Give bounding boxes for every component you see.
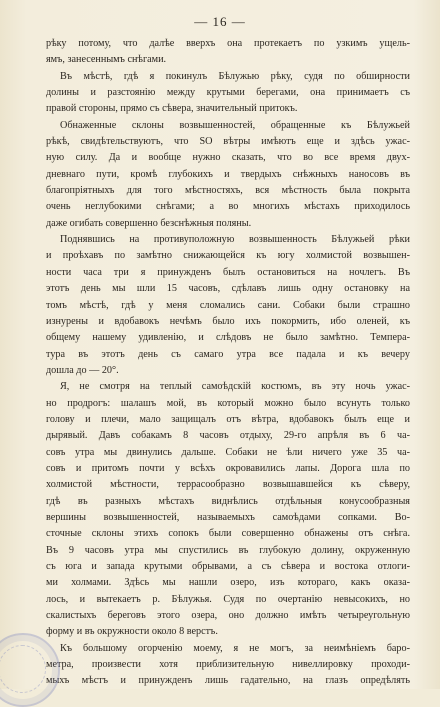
text-line: дошла до — 20°. <box>46 364 119 376</box>
text-line: лось, и вытекаетъ р. Бѣлужья. Судя по очертанію невысокихъ, но <box>46 593 410 605</box>
text-line: ямъ, занесеннымъ снѣгами. <box>46 54 167 66</box>
text-line: томъ мѣстѣ, гдѣ у меня сломались сани. Собаки были страшно <box>46 299 410 311</box>
text-line: долины и разстоянію между крутыми берегами, она принимаетъ съ <box>46 87 410 99</box>
text-line: рѣкѣ, свидѣтельствуютъ, что SO вѣтры имѣютъ еще и здѣсь ужас- <box>46 136 410 148</box>
text-line: Въ 9 часовъ утра мы спустились въ глубокую долину, окруженную <box>46 544 410 556</box>
text-line: тура въ этотъ день съ самаго утра все падала и къ вечеру <box>46 348 410 360</box>
text-line: съ юга и запада крутыми обрывами, а съ сѣвера и востока отлоги- <box>46 561 410 572</box>
text-line: ную силу. Да и вообще нужно сказать, что во все время двух- <box>46 152 410 164</box>
body-text <box>46 36 410 690</box>
text-line: рѣку потому, что далѣе вверхъ она протекаетъ по узкимъ ущель- <box>46 38 410 49</box>
text-line: холмистой мѣстности, террасообразно возвышавшейся къ сѣверу, <box>46 479 410 491</box>
text-line: изнурены и вдобавокъ нечѣмъ было ихъ покормить, ибо оленей, къ <box>46 315 410 327</box>
text-line: вершины возвышенностей, называемыхъ самоѣдами сопками. Во- <box>46 511 410 523</box>
text-line: скалистыхъ береговъ этого озера, оно должно имѣть четыреугольную <box>46 610 410 622</box>
text-line: метра, произвести хотя приблизительную нивеллировку проходи- <box>46 659 410 671</box>
text-line: но продрогъ: шалашъ мой, въ который можно было всунуть только <box>46 397 410 409</box>
text-line: форму и въ окружности около 8 верстъ. <box>46 626 218 638</box>
text-line: гдѣ въ разныхъ мѣстахъ виднѣлись отдѣльныя конусообразныя <box>46 495 410 507</box>
text-line: общему нашему удивленію, и слѣдовъ не было замѣтно. Темпера- <box>46 332 410 344</box>
page-number: — 16 — <box>194 14 246 29</box>
text-line: голову и плечи, мало защищалъ отъ вѣтра, вдобавокъ былъ еще и <box>46 413 410 425</box>
text-line: сточные склоны этихъ сопокъ были совершенно обнажены отъ снѣга. <box>46 528 410 540</box>
text-line: дырявый. Давъ собакамъ 8 часовъ отдыху, 29-го апрѣля въ 6 ча- <box>46 430 410 442</box>
text-line: ности часа три я принужденъ былъ остановиться на ночлегъ. Въ <box>46 266 410 278</box>
text-line: ми холмами. Здѣсь мы нашли озеро, изъ котораго, какъ оказа- <box>46 577 410 589</box>
text-line: очень неглубокими снѣгами; а во многихъ мѣстахъ приходилось <box>46 201 410 213</box>
text-line: дневнаго пути, кромѣ глубокихъ и твердыхъ снѣжныхъ наносовъ въ <box>46 168 410 180</box>
text-line: мыхъ мѣстъ и принужденъ лишь гадательно, на глазъ опредѣлять <box>46 675 410 687</box>
text-line: правой стороны, прямо съ сѣвера, значительный притокъ. <box>46 103 298 115</box>
text-line: благопріятныхъ для того мѣстностяхъ, вся мѣстность была покрыта <box>46 185 410 197</box>
text-line: Я, не смотря на теплый самоѣдскій костюмъ, въ эту ночь ужас- <box>60 381 410 393</box>
text-line: Обнаженные склоны возвышенностей, обращенные къ Бѣлужьей <box>60 119 410 131</box>
text-line: совъ утра мы двинулись дальше. Собаки не ѣли ничего уже 35 ча- <box>46 446 410 458</box>
text-line: Къ большому огорченію моему, я не могъ, за неимѣніемъ баро- <box>60 642 410 654</box>
text-line: Поднявшись на противуположную возвышенность Бѣлужьей рѣки <box>60 234 410 246</box>
text-line: совъ и притомъ почти у всѣхъ окровавились лапы. Дорога шла по <box>46 462 410 474</box>
text-line: и проѣхавъ по замѣтно снижающейся къ югу холмистой возвышен- <box>46 250 410 262</box>
library-stamp-inner <box>0 645 46 693</box>
text-line: Въ мѣстѣ, гдѣ я покинулъ Бѣлужью рѣку, судя по обширности <box>60 70 410 82</box>
text-line: этотъ день мы шли 15 часовъ, сдѣлавъ лишь одну остановку на <box>46 283 410 295</box>
text-line: даже огибать совершенно безснѣжныя поляны. <box>46 217 252 229</box>
